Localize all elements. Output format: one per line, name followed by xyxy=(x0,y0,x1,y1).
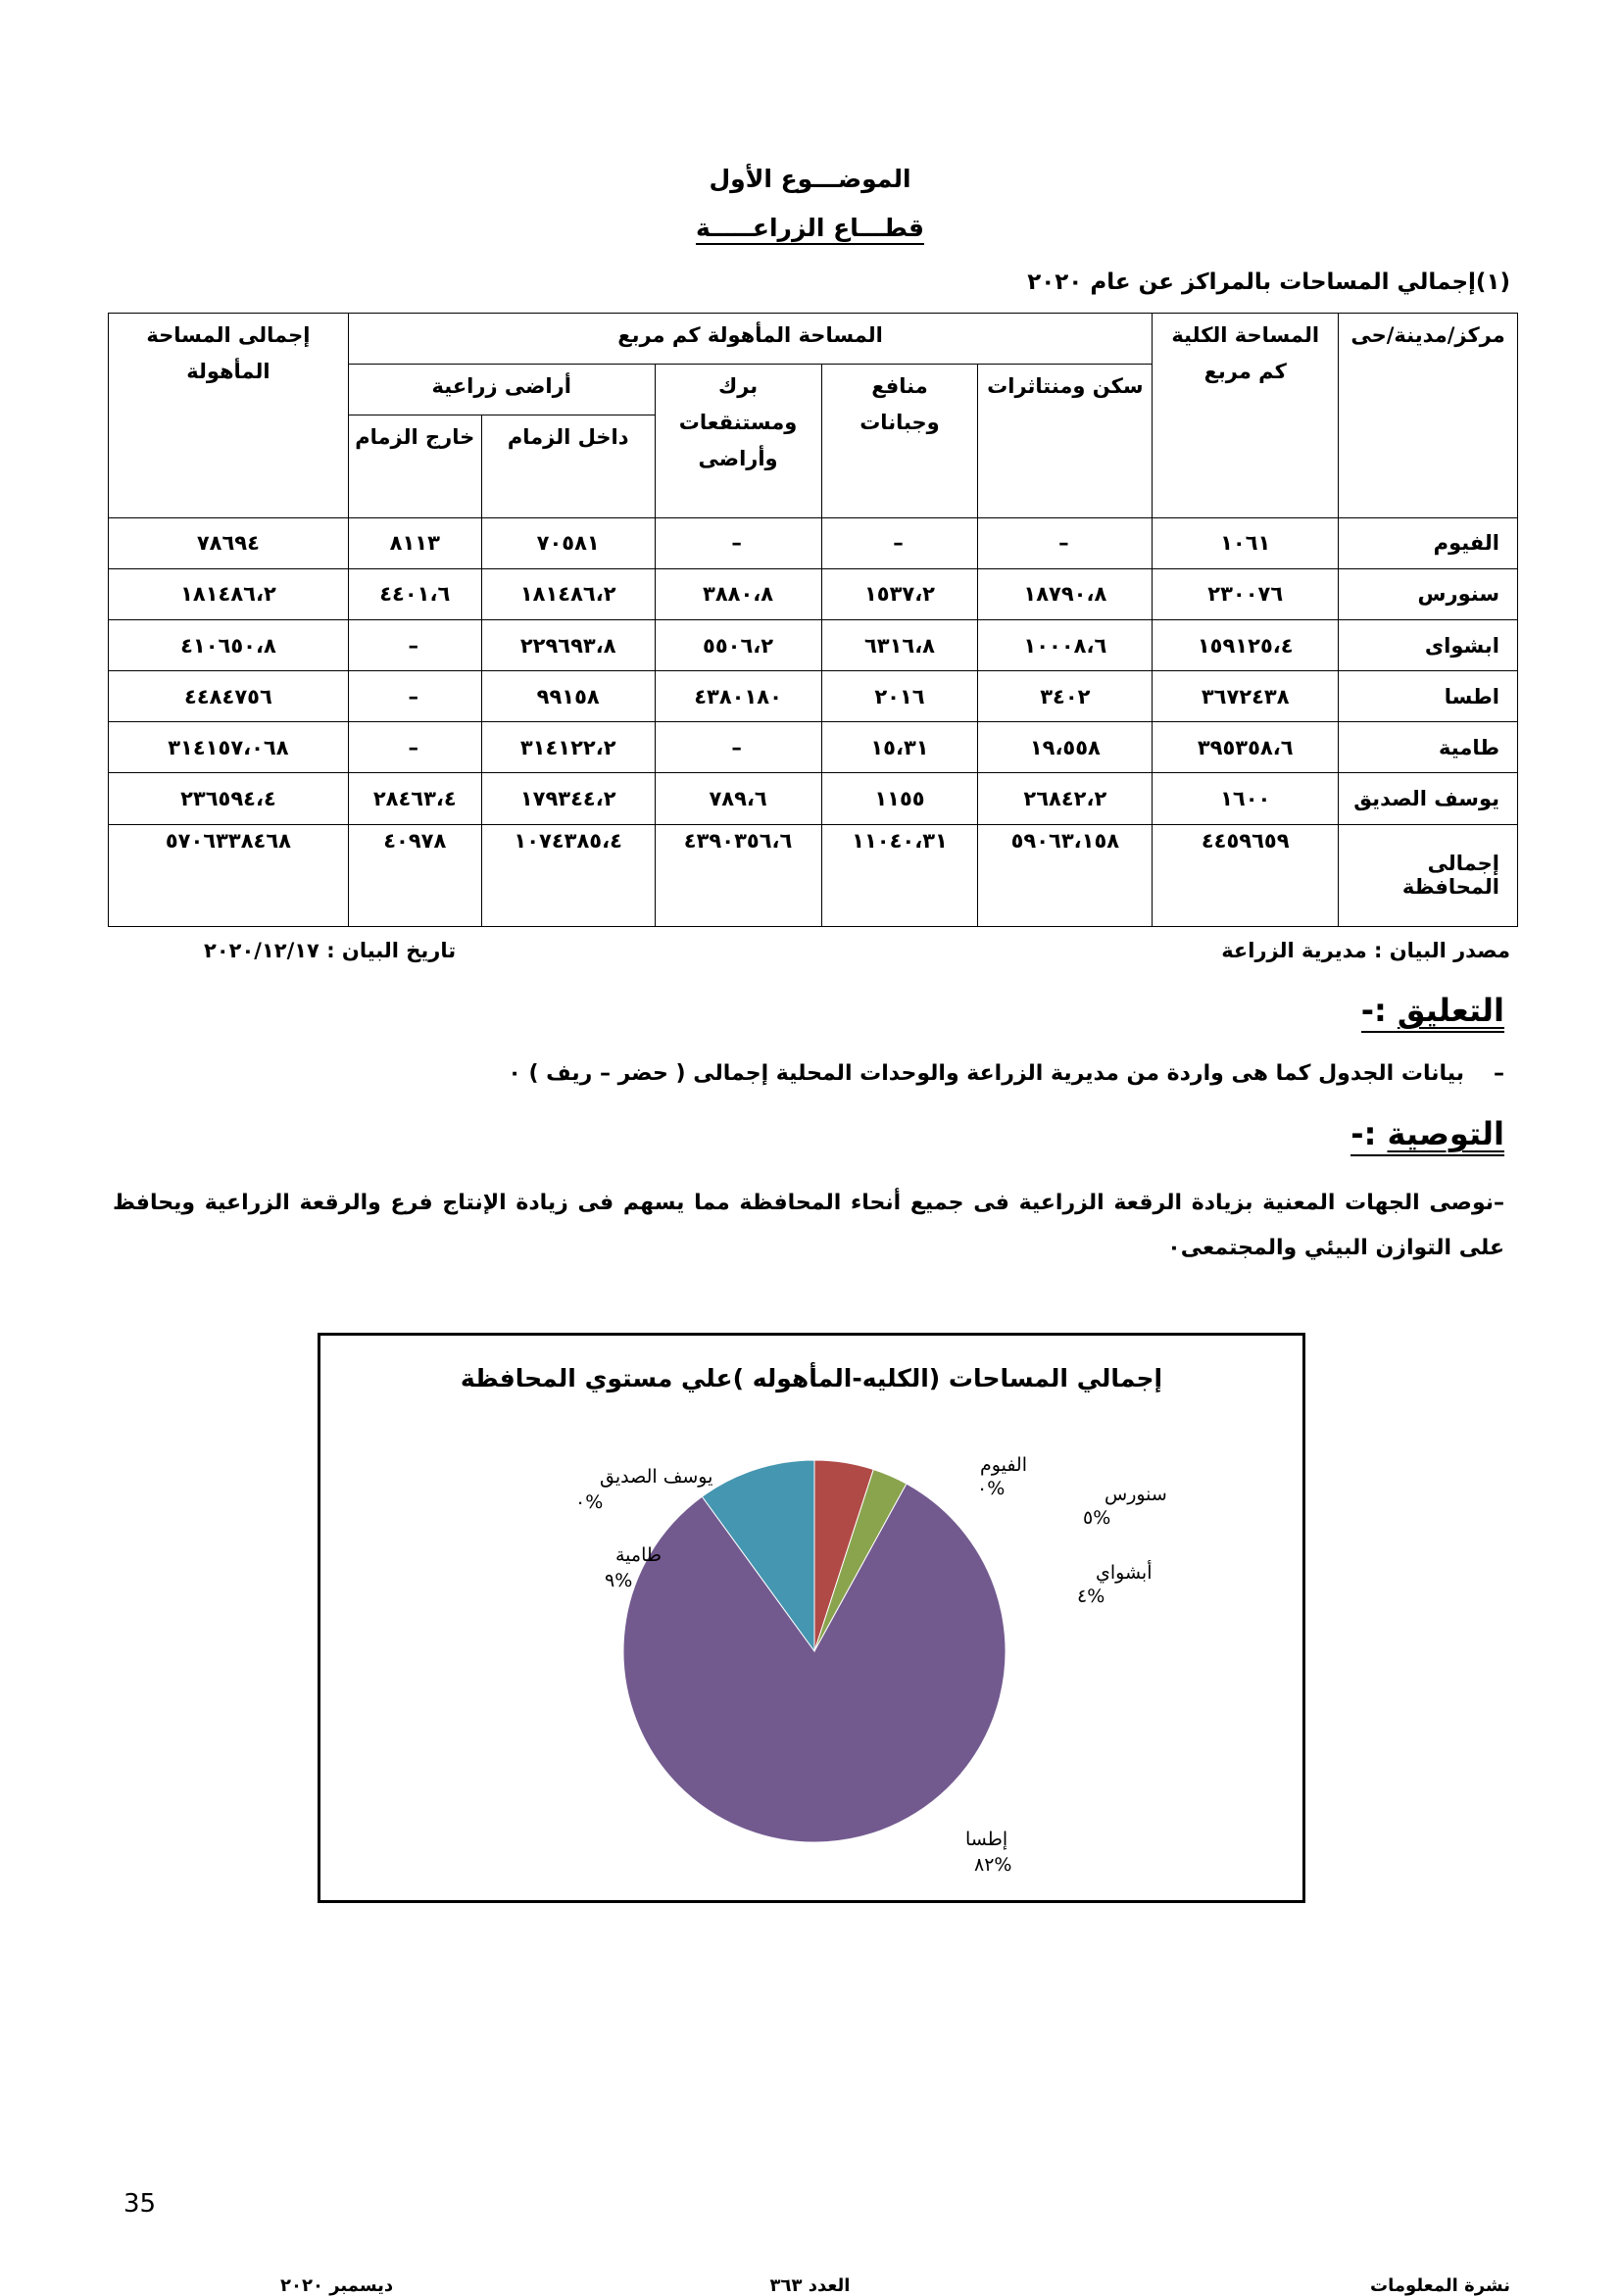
recommendation-text: –نوصى الجهات المعنية بزيادة الرقعة الزراعية فى جميع أنحاء المحافظة مما يسهم فى زيادة الإنتاج فرع والرقعة الزراعية ويحافظ على التوازن البيئي والمجتمعى٠ xyxy=(113,1191,1504,1261)
footer-publication: نشرة المعلومات xyxy=(1370,2275,1510,2296)
cell-utilities: – xyxy=(821,517,978,568)
header-outside-zimam: خارج الزمام xyxy=(348,415,481,517)
label-itsa-name: إطسا xyxy=(965,1829,1008,1850)
header-ponds: برك ومستنقعات وأراضى xyxy=(655,365,821,517)
chart-title: إجمالي المساحات (الكليه-المأهوله )علي مستوي المحافظة xyxy=(460,1364,1163,1392)
cell-populated: ٤١٠٦٥٠،٨ xyxy=(109,619,349,670)
pie-chart xyxy=(318,1333,1305,1903)
cell-utilities: ٦٣١٦،٨ xyxy=(821,619,978,670)
row-name: طامية xyxy=(1339,722,1518,773)
header-housing: سكن ومنتاثرات xyxy=(978,365,1153,517)
cell-utilities: ١٥،٣١ xyxy=(821,722,978,773)
cell-outside: ٤٠٩٧٨ xyxy=(348,824,481,926)
cell-inside: ٣١٤١٢٢،٢ xyxy=(481,722,655,773)
label-fayoum xyxy=(977,1454,1027,1499)
cell-ponds: ٤٣٨٠١٨٠ xyxy=(655,671,821,722)
header-populated-area: المساحة المأهولة كم مربع xyxy=(348,314,1152,365)
label-fayoum-name: الفيوم xyxy=(980,1454,1027,1476)
cell-outside: – xyxy=(348,619,481,670)
cell-inside: ١٠٧٤٣٨٥،٤ xyxy=(481,824,655,926)
cell-outside: ٢٨٤٦٣،٤ xyxy=(348,773,481,824)
recommendation-suffix: :- xyxy=(1350,1115,1388,1152)
cell-housing: ١٠٠٠٨،٦ xyxy=(978,619,1153,670)
cell-housing: ١٨٧٩٠،٨ xyxy=(978,568,1153,619)
cell-inside: ٢٢٩٦٩٣،٨ xyxy=(481,619,655,670)
sector-heading xyxy=(0,214,1620,242)
cell-housing: ٥٩٠٦٣،١٥٨ xyxy=(978,824,1153,926)
cell-housing: – xyxy=(978,517,1153,568)
cell-housing: ٣٤٠٢ xyxy=(978,671,1153,722)
cell-ponds: ٣٨٨٠،٨ xyxy=(655,568,821,619)
table-row xyxy=(109,722,1518,773)
comment-heading xyxy=(1361,992,1504,1033)
label-yusuf-name: يوسف الصديق xyxy=(600,1466,713,1488)
label-ibshway-value: %٤ xyxy=(1077,1586,1105,1607)
cell-ponds: ٥٥٠٦،٢ xyxy=(655,619,821,670)
areas-table xyxy=(108,313,1518,927)
cell-total: ٣٦٧٢٤٣٨ xyxy=(1153,671,1339,722)
label-sinnuris xyxy=(1083,1484,1167,1529)
label-ibshway-name: أبشواي xyxy=(1096,1562,1153,1584)
header-inside-zimam: داخل الزمام xyxy=(481,415,655,517)
label-tamiya-value: %٩ xyxy=(605,1570,633,1591)
row-name: الفيوم xyxy=(1339,517,1518,568)
cell-housing: ٢٦٨٤٢،٢ xyxy=(978,773,1153,824)
label-yusuf-value: %٠ xyxy=(575,1491,604,1513)
cell-total: ٢٣٠٠٧٦ xyxy=(1153,568,1339,619)
cell-populated: ٢٣٦٥٩٤،٤ xyxy=(109,773,349,824)
footer-issue: العدد ٣٦٣ xyxy=(769,2275,851,2296)
cell-inside: ١٧٩٣٤٤،٢ xyxy=(481,773,655,824)
table-row xyxy=(109,671,1518,722)
cell-total: ٤٤٥٩٦٥٩ xyxy=(1153,824,1339,926)
row-name: سنورس xyxy=(1339,568,1518,619)
row-name-total: إجمالى المحافظة xyxy=(1339,824,1518,926)
bullet-dash: – xyxy=(1494,1061,1504,1086)
cell-inside: ١٨١٤٨٦،٢ xyxy=(481,568,655,619)
label-sinnuris-name: سنورس xyxy=(1105,1484,1167,1505)
cell-utilities: ١١٠٤٠،٣١ xyxy=(821,824,978,926)
data-source: مصدر البيان : مديرية الزراعة xyxy=(1221,939,1510,962)
sector-heading-text: قطـــاع الزراعـــــة xyxy=(696,214,924,242)
cell-utilities: ٢٠١٦ xyxy=(821,671,978,722)
table-row xyxy=(109,619,1518,670)
cell-housing: ١٩،٥٥٨ xyxy=(978,722,1153,773)
cell-populated: ٣١٤١٥٧،٠٦٨ xyxy=(109,722,349,773)
cell-ponds: ٧٨٩،٦ xyxy=(655,773,821,824)
cell-ponds: – xyxy=(655,722,821,773)
page-number: 35 xyxy=(123,2189,157,2219)
cell-populated: ٥٧٠٦٣٣٨٤٦٨ xyxy=(109,824,349,926)
recommendation-heading xyxy=(1350,1115,1504,1156)
topic-heading: الموضـــوع الأول xyxy=(709,165,911,193)
row-name: ابشواى xyxy=(1339,619,1518,670)
comment-text xyxy=(508,1061,1504,1086)
comment-suffix: :- xyxy=(1360,992,1398,1029)
cell-outside: – xyxy=(348,671,481,722)
data-date: تاريخ البيان : ٢٠٢٠/١٢/١٧ xyxy=(204,939,457,962)
label-fayoum-value: %٠ xyxy=(977,1478,1006,1499)
cell-utilities: ١١٥٥ xyxy=(821,773,978,824)
cell-outside: – xyxy=(348,722,481,773)
label-ibshway xyxy=(1077,1560,1152,1607)
label-itsa-value: %٨٢ xyxy=(974,1854,1012,1876)
cell-outside: ٤٤٠١،٦ xyxy=(348,568,481,619)
cell-total: ١٥٩١٢٥،٤ xyxy=(1153,619,1339,670)
header-utilities: منافع وجبانات xyxy=(821,365,978,517)
cell-total: ٣٩٥٣٥٨،٦ xyxy=(1153,722,1339,773)
pie-chart-svg xyxy=(320,1336,1302,1900)
table-row xyxy=(109,517,1518,568)
table-row-total xyxy=(109,824,1518,926)
cell-inside: ٩٩١٥٨ xyxy=(481,671,655,722)
label-itsa xyxy=(965,1829,1011,1876)
comment-body: بيانات الجدول كما هى واردة من مديرية الزراعة والوحدات المحلية إجمالى ( حضر – ريف ) ٠ xyxy=(508,1061,1464,1086)
row-name: اطسا xyxy=(1339,671,1518,722)
table-title: (١)إجمالي المساحات بالمراكز عن عام ٢٠٢٠ xyxy=(1027,269,1510,295)
label-tamiya-name: طامية xyxy=(615,1544,663,1566)
cell-ponds: ٤٣٩٠٣٥٦،٦ xyxy=(655,824,821,926)
cell-ponds: – xyxy=(655,517,821,568)
label-sinnuris-value: %٥ xyxy=(1083,1507,1111,1529)
cell-inside: ٧٠٥٨١ xyxy=(481,517,655,568)
row-name: يوسف الصديق xyxy=(1339,773,1518,824)
table-row xyxy=(109,568,1518,619)
pie-slices xyxy=(623,1460,1006,1842)
comment-label: التعليق xyxy=(1397,992,1504,1029)
header-agri-land: أراضى زراعية xyxy=(348,365,655,415)
header-total-area: المساحة الكلية كم مربع xyxy=(1153,314,1339,518)
cell-outside: ٨١١٣ xyxy=(348,517,481,568)
recommendation-label: التوصية xyxy=(1387,1115,1504,1152)
footer-date: ديسمبر ٢٠٢٠ xyxy=(280,2275,394,2296)
cell-total: ١٠٦١ xyxy=(1153,517,1339,568)
table-row xyxy=(109,773,1518,824)
cell-populated: ٧٨٦٩٤ xyxy=(109,517,349,568)
cell-total: ١٦٠٠ xyxy=(1153,773,1339,824)
cell-populated: ٤٤٨٤٧٥٦ xyxy=(109,671,349,722)
header-center: مركز/مدينة/حى xyxy=(1339,314,1518,518)
header-total-populated: إجمالى المساحة المأهولة xyxy=(109,314,349,518)
cell-populated: ١٨١٤٨٦،٢ xyxy=(109,568,349,619)
cell-utilities: ١٥٣٧،٢ xyxy=(821,568,978,619)
